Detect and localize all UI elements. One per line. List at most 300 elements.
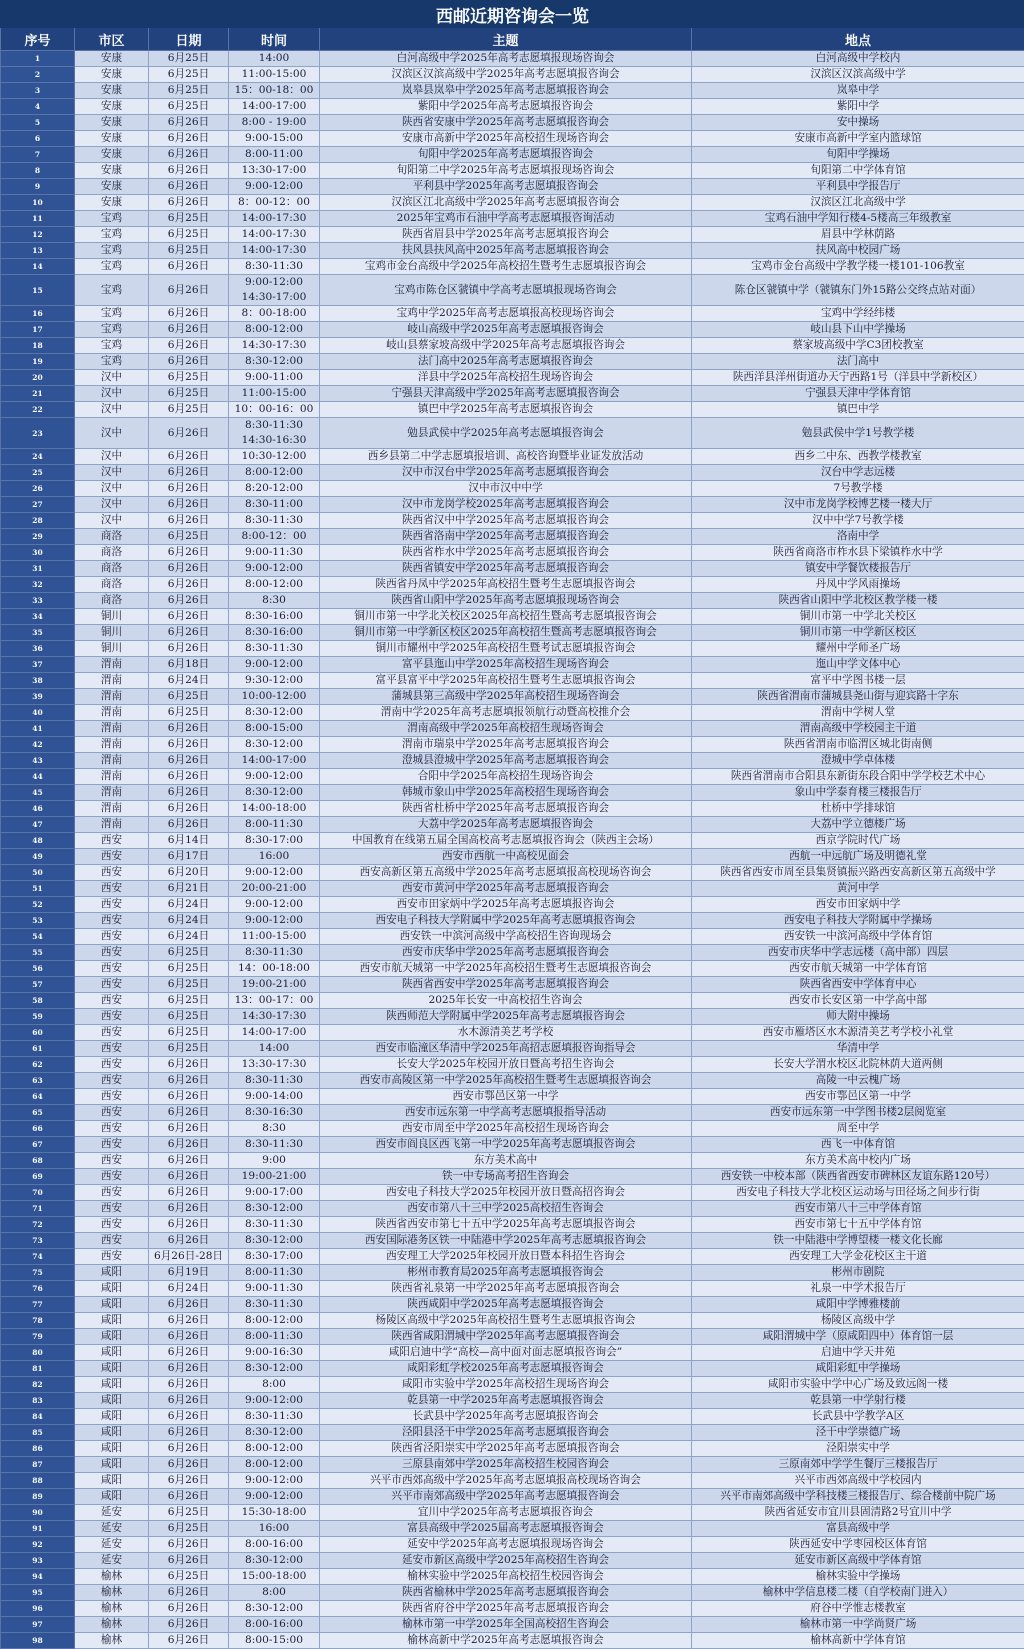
table-row	[1, 1361, 1024, 1377]
row-location: 杨陵区高级中学	[692, 1313, 1024, 1329]
row-time: 8:00-12:00	[229, 465, 320, 481]
row-time: 8:00-11:30	[229, 1329, 320, 1345]
table-row	[1, 306, 1024, 322]
table-row	[1, 1073, 1024, 1089]
row-time: 11:00-15:00	[229, 67, 320, 83]
table-row	[1, 1313, 1024, 1329]
row-index: 42	[1, 737, 75, 753]
row-date: 6月26日	[149, 259, 229, 275]
row-index: 9	[1, 179, 75, 195]
row-date: 6月26日	[149, 753, 229, 769]
table-row	[1, 961, 1024, 977]
table-row	[1, 785, 1024, 801]
row-topic: 乾县第一中学2025年高考志愿填报咨询会	[320, 1393, 692, 1409]
row-city: 安康	[75, 131, 149, 147]
row-topic: 陕西省柞水中学2025年高考志愿填报咨询会	[320, 545, 692, 561]
table-row	[1, 833, 1024, 849]
row-date: 6月26日	[149, 577, 229, 593]
row-time: 8:30-11:30	[229, 1217, 320, 1233]
table-row	[1, 977, 1024, 993]
row-topic: 渭南高级中学2025年高校招生现场咨询会	[320, 721, 692, 737]
row-index: 37	[1, 657, 75, 673]
row-topic: 榆林实验中学2025年高校招生校园咨询会	[320, 1569, 692, 1585]
row-time: 9:00-15:00	[229, 131, 320, 147]
row-index: 14	[1, 259, 75, 275]
row-location: 榆林中学信息楼二楼（自学校南门进入）	[692, 1585, 1024, 1601]
row-topic: 榆林高新中学2025年高考志愿填报咨询会	[320, 1633, 692, 1649]
row-time: 8:20-12:00	[229, 481, 320, 497]
row-topic: 韩城市象山中学2025年高校招生现场咨询会	[320, 785, 692, 801]
row-topic: 蒲城县第三高级中学2025年高校招生现场咨询会	[320, 689, 692, 705]
table-row	[1, 83, 1024, 99]
row-date: 6月26日	[149, 449, 229, 465]
row-city: 延安	[75, 1553, 149, 1569]
row-location: 西安铁一中滨河高级中学体育馆	[692, 929, 1024, 945]
row-city: 西安	[75, 1217, 149, 1233]
row-city: 汉中	[75, 370, 149, 386]
row-topic: 彬州市教育局2025年高考志愿填报咨询会	[320, 1265, 692, 1281]
row-topic: 西安市临潼区华清中学2025年高招志愿填报咨询指导会	[320, 1041, 692, 1057]
row-time: 8:30-12:00	[229, 705, 320, 721]
row-topic: 白河高级中学2025年高考志愿填报现场咨询会	[320, 51, 692, 67]
row-location: 长安大学渭水校区北院林荫大道两侧	[692, 1057, 1024, 1073]
row-location: 汉台中学志远楼	[692, 465, 1024, 481]
row-city: 西安	[75, 977, 149, 993]
table-row	[1, 275, 1024, 306]
table-row	[1, 131, 1024, 147]
row-date: 6月26日	[149, 322, 229, 338]
row-time: 10：00-16：00	[229, 402, 320, 418]
row-index: 26	[1, 481, 75, 497]
row-time: 8:00	[229, 1585, 320, 1601]
row-date: 6月26日	[149, 1105, 229, 1121]
table-row	[1, 1297, 1024, 1313]
row-location: 眉县中学林荫路	[692, 227, 1024, 243]
row-location: 7号教学楼	[692, 481, 1024, 497]
row-index: 68	[1, 1153, 75, 1169]
row-time: 8:30-12:00	[229, 1233, 320, 1249]
row-time: 9:00-12:00	[229, 897, 320, 913]
row-date: 6月25日	[149, 977, 229, 993]
row-topic: 西安市黄河中学2025年高考志愿填报咨询会	[320, 881, 692, 897]
row-topic: 法门高中2025年高考志愿填报咨询会	[320, 354, 692, 370]
row-city: 宝鸡	[75, 322, 149, 338]
row-location: 渭南高级中学校园主干道	[692, 721, 1024, 737]
table-row	[1, 1441, 1024, 1457]
row-city: 延安	[75, 1505, 149, 1521]
row-location: 西安市第七十五中学体育馆	[692, 1217, 1024, 1233]
row-city: 咸阳	[75, 1281, 149, 1297]
row-topic: 富县高级中学2025届高考志愿填报咨询会	[320, 1521, 692, 1537]
row-index: 49	[1, 849, 75, 865]
row-city: 西安	[75, 1025, 149, 1041]
row-index: 1	[1, 51, 75, 67]
table-row	[1, 881, 1024, 897]
row-date: 6月26日	[149, 1585, 229, 1601]
row-date: 6月26日	[149, 1553, 229, 1569]
row-date: 6月26日	[149, 593, 229, 609]
row-location: 大荔中学立德楼广场	[692, 817, 1024, 833]
row-location: 岐山县下山中学操场	[692, 322, 1024, 338]
row-city: 安康	[75, 147, 149, 163]
row-time: 9:00-12:00 14:30-17:00	[229, 275, 320, 306]
row-location: 启迪中学天井苑	[692, 1345, 1024, 1361]
row-location: 杜桥中学排球馆	[692, 801, 1024, 817]
row-time: 9:00-16:30	[229, 1345, 320, 1361]
row-index: 85	[1, 1425, 75, 1441]
table-row	[1, 1569, 1024, 1585]
row-topic: 长安大学2025年校园开放日暨高考招生咨询会	[320, 1057, 692, 1073]
row-time: 13：00-17：00	[229, 993, 320, 1009]
row-topic: 咸阳启迪中学“高校—高中面对面志愿填报咨询会”	[320, 1345, 692, 1361]
row-topic: 兴平市西郊高级中学2025年高考志愿填报高校现场咨询会	[320, 1473, 692, 1489]
table-row	[1, 179, 1024, 195]
row-time: 8:00-16:00	[229, 1617, 320, 1633]
row-location: 西安理工大学金花校区主干道	[692, 1249, 1024, 1265]
row-time: 8:00 - 19:00	[229, 115, 320, 131]
column-header-index: 序号	[1, 28, 75, 51]
row-index: 74	[1, 1249, 75, 1265]
row-date: 6月26日	[149, 1073, 229, 1089]
row-location: 榆林高新中学体育馆	[692, 1633, 1024, 1649]
row-location: 汉中中学7号教学楼	[692, 513, 1024, 529]
row-index: 80	[1, 1345, 75, 1361]
column-header-time: 时间	[229, 28, 320, 51]
sheet-title: 西邮近期咨询会一览	[1, 1, 1024, 28]
row-index: 29	[1, 529, 75, 545]
row-time: 8:00-12:00	[229, 577, 320, 593]
row-date: 6月26日	[149, 481, 229, 497]
row-time: 8:00-15:00	[229, 1633, 320, 1649]
row-city: 咸阳	[75, 1361, 149, 1377]
row-city: 铜川	[75, 609, 149, 625]
row-time: 8:00-12:00	[229, 1313, 320, 1329]
row-time: 8:30-12:00	[229, 1601, 320, 1617]
row-date: 6月26日	[149, 1489, 229, 1505]
row-topic: 勉县武侯中学2025年高考志愿填报咨询会	[320, 418, 692, 449]
row-city: 宝鸡	[75, 211, 149, 227]
row-location: 泾干中学崇德广场	[692, 1425, 1024, 1441]
row-city: 商洛	[75, 529, 149, 545]
row-city: 西安	[75, 929, 149, 945]
table-row	[1, 163, 1024, 179]
row-location: 西安市航天城第一中学体育馆	[692, 961, 1024, 977]
row-time: 8:30	[229, 1121, 320, 1137]
row-location: 汉中市龙岗学校博艺楼一楼大厅	[692, 497, 1024, 513]
row-location: 渭南中学树人堂	[692, 705, 1024, 721]
row-location: 扶风高中校园广场	[692, 243, 1024, 259]
row-index: 7	[1, 147, 75, 163]
row-date: 6月25日	[149, 945, 229, 961]
row-topic: 三原县南郊中学2025年高校招生校园咨询会	[320, 1457, 692, 1473]
row-city: 西安	[75, 833, 149, 849]
row-date: 6月24日	[149, 1281, 229, 1297]
table-body	[1, 51, 1024, 1649]
table-row	[1, 1377, 1024, 1393]
row-location: 西安市雁塔区水木源清美艺考学校小礼堂	[692, 1025, 1024, 1041]
row-topic: 扶风县扶风高中2025年高考志愿填报咨询会	[320, 243, 692, 259]
row-index: 98	[1, 1633, 75, 1649]
row-index: 66	[1, 1121, 75, 1137]
row-city: 汉中	[75, 449, 149, 465]
row-index: 75	[1, 1265, 75, 1281]
row-topic: 西安市第八十三中学2025高校招生咨询会	[320, 1201, 692, 1217]
table-row	[1, 769, 1024, 785]
row-city: 汉中	[75, 513, 149, 529]
row-index: 20	[1, 370, 75, 386]
table-row	[1, 259, 1024, 275]
row-city: 咸阳	[75, 1297, 149, 1313]
row-location: 西安电子科技大学附属中学操场	[692, 913, 1024, 929]
table-row	[1, 322, 1024, 338]
table-row	[1, 402, 1024, 418]
row-index: 89	[1, 1489, 75, 1505]
row-topic: 陕西省西安市第七十五中学2025年高考志愿填报咨询会	[320, 1217, 692, 1233]
table-row	[1, 67, 1024, 83]
row-index: 59	[1, 1009, 75, 1025]
row-location: 师大附中操场	[692, 1009, 1024, 1025]
row-date: 6月26日	[149, 1457, 229, 1473]
row-city: 延安	[75, 1521, 149, 1537]
row-location: 陈仓区虢镇中学（虢镇东门外15路公交终点站对面）	[692, 275, 1024, 306]
row-time: 8:30-12:00	[229, 1425, 320, 1441]
row-topic: 西安市庆华中学2025年高考志愿填报咨询会	[320, 945, 692, 961]
row-city: 西安	[75, 1105, 149, 1121]
table-row	[1, 625, 1024, 641]
table-row	[1, 147, 1024, 163]
row-time: 8:00-11:30	[229, 1265, 320, 1281]
table-row	[1, 354, 1024, 370]
row-index: 50	[1, 865, 75, 881]
row-date: 6月26日	[149, 1409, 229, 1425]
table-row	[1, 929, 1024, 945]
table-row	[1, 1537, 1024, 1553]
row-city: 咸阳	[75, 1489, 149, 1505]
row-topic: 合阳中学2025年高校招生现场咨询会	[320, 769, 692, 785]
row-topic: 西安电子科技大学2025年校园开放日暨高招咨询会	[320, 1185, 692, 1201]
table-row	[1, 1473, 1024, 1489]
table-row	[1, 1201, 1024, 1217]
row-location: 镇安中学餐饮楼报告厅	[692, 561, 1024, 577]
row-city: 铜川	[75, 641, 149, 657]
row-location: 咸阳中学博雅楼前	[692, 1297, 1024, 1313]
row-index: 18	[1, 338, 75, 354]
row-city: 宝鸡	[75, 354, 149, 370]
row-time: 14:00-17:30	[229, 211, 320, 227]
row-city: 西安	[75, 1089, 149, 1105]
row-index: 77	[1, 1297, 75, 1313]
row-date: 6月25日	[149, 529, 229, 545]
row-date: 6月26日	[149, 1633, 229, 1649]
row-date: 6月25日	[149, 51, 229, 67]
row-index: 8	[1, 163, 75, 179]
row-location: 宝鸡石油中学知行楼4-5楼高三年级教室	[692, 211, 1024, 227]
row-time: 9:00-12:00	[229, 913, 320, 929]
row-date: 6月19日	[149, 1265, 229, 1281]
row-index: 46	[1, 801, 75, 817]
row-index: 21	[1, 386, 75, 402]
row-time: 14:00	[229, 51, 320, 67]
row-topic: 西安电子科技大学附属中学2025年高考志愿填报咨询会	[320, 913, 692, 929]
table-row	[1, 593, 1024, 609]
row-index: 52	[1, 897, 75, 913]
table-row	[1, 243, 1024, 259]
row-city: 渭南	[75, 737, 149, 753]
row-location: 宝鸡中学经纬楼	[692, 306, 1024, 322]
row-time: 9:00-11:30	[229, 545, 320, 561]
row-city: 安康	[75, 163, 149, 179]
table-row	[1, 1457, 1024, 1473]
row-index: 12	[1, 227, 75, 243]
row-location: 西乡二中东、西教学楼教室	[692, 449, 1024, 465]
row-index: 15	[1, 275, 75, 306]
row-location: 黄河中学	[692, 881, 1024, 897]
row-date: 6月26日	[149, 147, 229, 163]
row-index: 31	[1, 561, 75, 577]
row-index: 94	[1, 1569, 75, 1585]
row-index: 81	[1, 1361, 75, 1377]
row-location: 洛南中学	[692, 529, 1024, 545]
row-time: 8:00-12:00	[229, 1457, 320, 1473]
table-row	[1, 545, 1024, 561]
row-time: 14:00-17:30	[229, 227, 320, 243]
row-location: 陕西省渭南市合阳县东新街东段合阳中学学校艺术中心	[692, 769, 1024, 785]
row-date: 6月26日	[149, 1361, 229, 1377]
row-date: 6月26日	[149, 465, 229, 481]
table-row	[1, 99, 1024, 115]
row-index: 10	[1, 195, 75, 211]
row-location: 西飞一中体育馆	[692, 1137, 1024, 1153]
row-index: 35	[1, 625, 75, 641]
table-row	[1, 481, 1024, 497]
row-city: 渭南	[75, 801, 149, 817]
row-time: 8:30-11:30	[229, 945, 320, 961]
row-topic: 西安市鄠邑区第一中学	[320, 1089, 692, 1105]
row-city: 延安	[75, 1537, 149, 1553]
row-topic: 陕西省杜桥中学2025年高考志愿填报咨询会	[320, 801, 692, 817]
row-topic: 西安市高陵区第一中学2025年高校招生暨考生志愿填报咨询会	[320, 1073, 692, 1089]
row-city: 宝鸡	[75, 259, 149, 275]
row-date: 6月24日	[149, 897, 229, 913]
row-index: 51	[1, 881, 75, 897]
table-row	[1, 1633, 1024, 1649]
row-index: 56	[1, 961, 75, 977]
row-index: 27	[1, 497, 75, 513]
row-time: 8:30-12:00	[229, 1553, 320, 1569]
row-index: 58	[1, 993, 75, 1009]
row-date: 6月26日	[149, 338, 229, 354]
row-location: 东方美术高中校内广场	[692, 1153, 1024, 1169]
row-index: 78	[1, 1313, 75, 1329]
table-row	[1, 418, 1024, 449]
row-city: 宝鸡	[75, 243, 149, 259]
row-index: 19	[1, 354, 75, 370]
row-time: 8:00-12:00	[229, 1441, 320, 1457]
row-index: 67	[1, 1137, 75, 1153]
row-location: 西安市第八十三中学体育馆	[692, 1201, 1024, 1217]
row-time: 14:30-17:30	[229, 1009, 320, 1025]
row-location: 陕西省山阳中学北校区教学楼一楼	[692, 593, 1024, 609]
row-topic: 澄城县澄城中学2025年高考志愿填报咨询会	[320, 753, 692, 769]
row-topic: 宝鸡市金台高级中学2025年高校招生暨考生志愿填报咨询会	[320, 259, 692, 275]
row-topic: 长武县中学2025年高考志愿填报咨询会	[320, 1409, 692, 1425]
row-topic: 宝鸡中学2025年高考志愿填报高校现场咨询会	[320, 306, 692, 322]
row-location: 西安市庆华中学志远楼（高中部）四层	[692, 945, 1024, 961]
row-index: 73	[1, 1233, 75, 1249]
row-time: 8:00-12:00	[229, 322, 320, 338]
row-location: 兴平市西郊高级中学校园内	[692, 1473, 1024, 1489]
row-index: 39	[1, 689, 75, 705]
row-date: 6月26日	[149, 1441, 229, 1457]
table-row	[1, 115, 1024, 131]
row-date: 6月25日	[149, 993, 229, 1009]
row-time: 8:30-12:00	[229, 737, 320, 753]
row-city: 渭南	[75, 817, 149, 833]
row-time: 13:30-17:00	[229, 163, 320, 179]
row-time: 8:00-15:00	[229, 721, 320, 737]
row-location: 咸阳市实验中学中心广场及致远阁一楼	[692, 1377, 1024, 1393]
table-row	[1, 1409, 1024, 1425]
table-row	[1, 1265, 1024, 1281]
row-city: 西安	[75, 945, 149, 961]
table-row	[1, 1057, 1024, 1073]
row-index: 72	[1, 1217, 75, 1233]
row-location: 陕西洋县洋州街道办天宁西路1号（洋县中学新校区）	[692, 370, 1024, 386]
row-city: 咸阳	[75, 1473, 149, 1489]
row-location: 白河高级中学校内	[692, 51, 1024, 67]
table-row	[1, 51, 1024, 67]
row-date: 6月18日	[149, 657, 229, 673]
row-index: 3	[1, 83, 75, 99]
row-location: 安康市高新中学室内篮球馆	[692, 131, 1024, 147]
row-city: 西安	[75, 849, 149, 865]
row-topic: 渭南中学2025年高考志愿填报领航行动暨高校推介会	[320, 705, 692, 721]
row-city: 商洛	[75, 561, 149, 577]
row-city: 咸阳	[75, 1377, 149, 1393]
row-time: 15：00-18：00	[229, 83, 320, 99]
row-date: 6月25日	[149, 83, 229, 99]
row-date: 6月25日	[149, 1025, 229, 1041]
row-topic: 西安理工大学2025年校园开放日暨本科招生咨询会	[320, 1249, 692, 1265]
row-time: 8:30-12:00	[229, 354, 320, 370]
row-city: 西安	[75, 913, 149, 929]
row-location: 府谷中学惟志楼教室	[692, 1601, 1024, 1617]
table-row	[1, 641, 1024, 657]
row-city: 汉中	[75, 497, 149, 513]
row-index: 41	[1, 721, 75, 737]
row-date: 6月26日	[149, 497, 229, 513]
row-topic: 中国教育在线第五届全国高校高考志愿填报咨询会（陕西主会场）	[320, 833, 692, 849]
row-date: 6月26日	[149, 737, 229, 753]
row-date: 6月25日	[149, 1505, 229, 1521]
row-city: 汉中	[75, 386, 149, 402]
row-location: 陕西省渭南市临渭区城北街南侧	[692, 737, 1024, 753]
row-location: 耀州中学师圣广场	[692, 641, 1024, 657]
row-location: 华清中学	[692, 1041, 1024, 1057]
row-time: 11:00-15:00	[229, 929, 320, 945]
row-topic: 汉滨区江北高级中学2025年高考志愿填报咨询会	[320, 195, 692, 211]
row-topic: 旬阳第二中学2025年高考志愿填报现场咨询会	[320, 163, 692, 179]
row-time: 8:30-16:00	[229, 625, 320, 641]
row-date: 6月25日	[149, 402, 229, 418]
row-location: 澄城中学卓体楼	[692, 753, 1024, 769]
row-date: 6月26日	[149, 1233, 229, 1249]
row-date: 6月25日	[149, 689, 229, 705]
row-topic: 西安市阎良区西飞第一中学2025年高考志愿填报咨询会	[320, 1137, 692, 1153]
row-time: 14:00-17:00	[229, 1025, 320, 1041]
table-row	[1, 1393, 1024, 1409]
table-row	[1, 1553, 1024, 1569]
